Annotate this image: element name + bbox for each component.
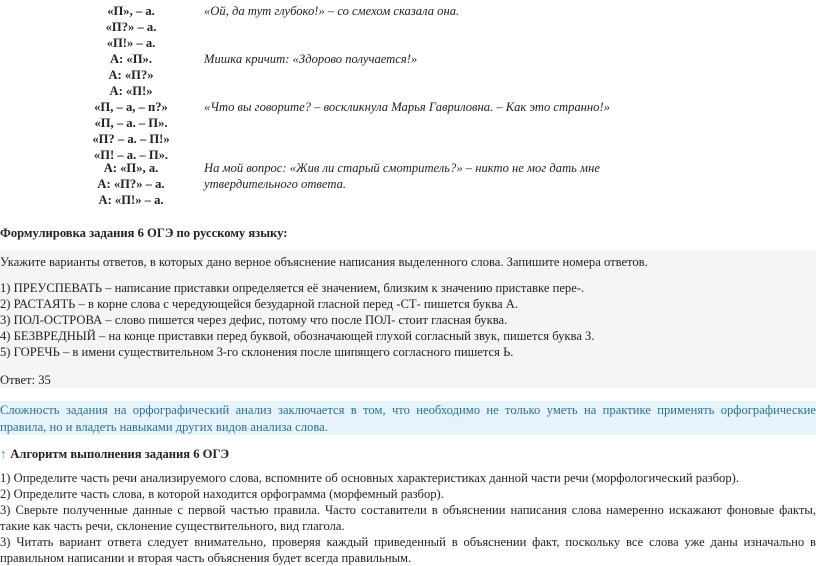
algorithm-title-text: Алгоритм выполнения задания 6 ОГЭ [10,447,230,461]
algorithm-steps [0,470,816,566]
option-item: 5) ГОРЕЧЬ – в имени существительном 3-го склонения после шипящего согласного пишется Ь. [0,345,514,359]
step-line: правильном написании и вторая часть объяснения будет всегда правильным. [0,551,412,565]
scheme-line: «П», – а. [107,4,155,18]
scheme-line: А: «П?» – а. [97,177,165,191]
answer-line: Ответ: 35 [0,373,51,387]
step-line: такие как часть речи, склонение существительного, вид глагола. [0,519,345,533]
scheme-line: А: «П!» [109,84,153,98]
note-line: правила, но и владеть навыками других видов анализа слова. [0,420,328,434]
section-heading: Формулировка задания 6 ОГЭ по русскому языку: [0,226,288,240]
difficulty-note [0,401,816,435]
option-item: 1) ПРЕУСПЕВАТЬ – написание приставки определяется её значением, близким к значению приставке пере-. [0,281,585,295]
example-quote-3: «Что вы говорите? – воскликнула Марья Гавриловна. – Как это странно!» [204,100,610,114]
example-quote-4 [204,160,624,192]
step-line: 3) Читать вариант ответа следует внимательно, проверяя каждый приведенный в объяснении факт, поскольку все слова уже даны изначально в [0,535,816,549]
scheme-2 [56,51,206,99]
scheme-line: А: «П». [110,52,152,66]
scheme-line: «П? – а. – П!» [92,132,170,146]
scheme-line: «П, – а, – п?» [94,100,168,114]
scheme-line: «П, – а. – П». [94,116,168,130]
scheme-line: «П!» – а. [106,36,156,50]
scheme-4 [56,160,206,208]
algorithm-title[interactable] [0,446,229,462]
arrow-up-icon[interactable]: ↑ [0,447,7,461]
task-block [0,250,816,388]
scheme-line: А: «П!» – а. [98,193,164,207]
quote-line: На мой вопрос: «Жив ли старый смотритель?» – никто не мог дать мне [204,161,600,175]
scheme-3 [56,99,206,163]
scheme-line: «П! – а. – П». [93,148,169,162]
option-item: 3) ПОЛ-ОСТРОВА – слово пишется через дефис, потому что после ПОЛ- стоит гласная буква. [0,313,508,327]
quote-line: утвердительного ответа. [204,177,347,191]
task-instruction: Укажите варианты ответов, в которых дано верное объяснение написания выделенного слова. Запишите номера ответов. [0,255,648,269]
note-line: Сложность задания на орфографический анализ заключается в том, что необходимо не только уметь на практике применять орфографические [0,403,816,417]
answer-options [0,280,595,360]
option-item: 2) РАСТАЯТЬ – в корне слова с чередующейся безударной гласной перед -СТ- пишется буква А. [0,297,518,311]
scheme-line: «П?» – а. [105,20,157,34]
step-line: 2) Определите часть слова, в которой находится орфограмма (морфемный разбор). [0,487,444,501]
scheme-line: А: «П», а. [103,161,159,175]
step-line: 3) Сверьте полученные данные с первой частью правила. Часто составители в объяснении написания слова намеренно искажают фоновые факты, [0,503,816,517]
scheme-1 [56,3,206,51]
example-quote-2: Мишка кричит: «Здорово получается!» [204,52,418,66]
option-item: 4) БЕЗВРЕДНЫЙ – на конце приставки перед буквой, обозначающей глухой согласный звук, пишется буква З. [0,329,595,343]
example-quote-1: «Ой, да тут глубоко!» – со смехом сказала она. [204,4,460,18]
step-line: 1) Определите часть речи анализируемого слова, вспомните об основных характеристиках данной части речи (морфологический разбор). [0,471,739,485]
scheme-line: А: «П?» [108,68,154,82]
